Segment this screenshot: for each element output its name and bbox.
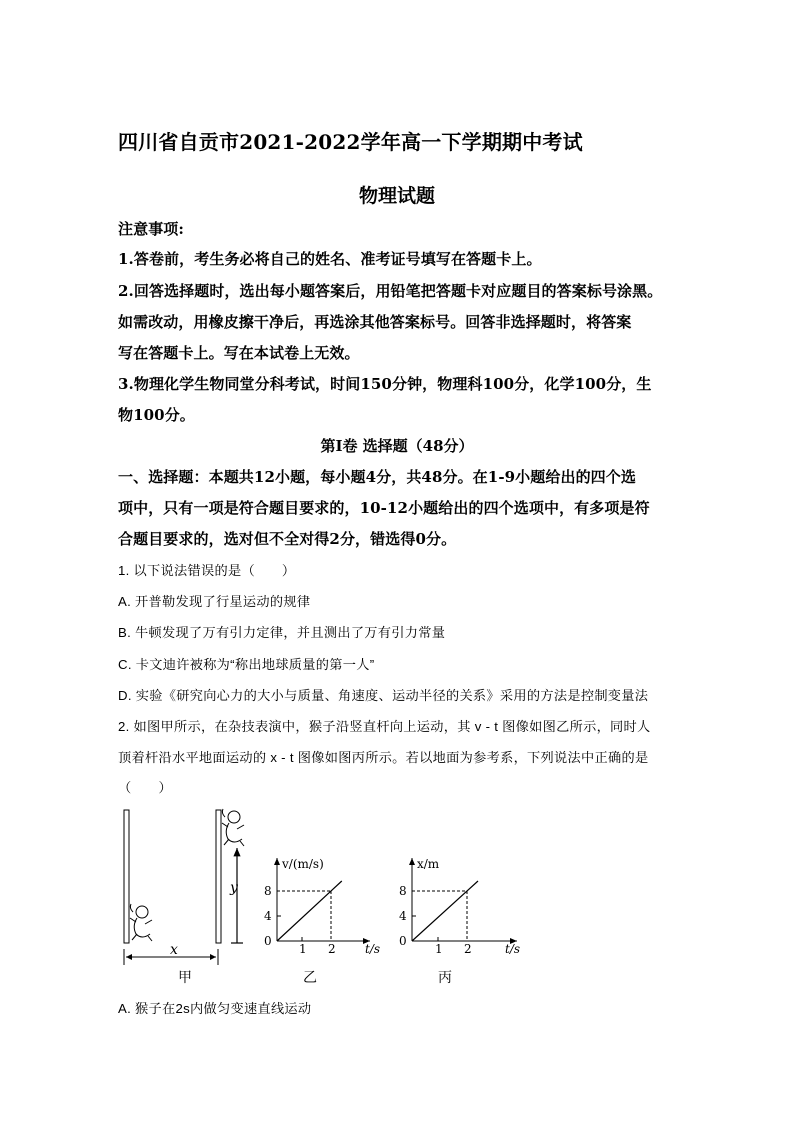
x-tick-label: 1 [299, 942, 307, 956]
y-label: y [230, 880, 238, 896]
y-tick-label: 8 [399, 884, 407, 898]
monkey-icon [222, 809, 244, 846]
figure-bing [399, 857, 520, 986]
x-tick-label: 1 [435, 942, 443, 956]
pole-left [124, 810, 129, 943]
x-label: x [170, 942, 178, 958]
question-1-stem: 1. 以下说法错误的是（ ） [118, 563, 296, 578]
section-heading: 第I卷 选择题（48分） [320, 437, 474, 455]
question-1-option-a: A. 开普勒发现了行星运动的规律 [118, 594, 311, 609]
figure-jia [124, 809, 244, 986]
question-2-stem: 顶着杆沿水平地面运动的 x - t 图像如图丙所示。若以地面为参考系，下列说法中正确的是 [118, 750, 649, 765]
caption-jia: 甲 [178, 970, 192, 986]
y-axis-label: x/m [417, 857, 440, 871]
section-instruction: 项中，只有一项是符合题目要求的，10-12小题给出的四个选项中，有多项是符 [118, 499, 650, 517]
question-2-option-a: A. 猴子在2s内做匀变速直线运动 [118, 1001, 312, 1016]
question-1-option-d: D. 实验《研究向心力的大小与质量、角速度、运动半径的关系》采用的方法是控制变量法 [118, 688, 649, 703]
question-2-stem: （ ） [118, 780, 172, 795]
section-instruction: 一、选择题：本题共12小题，每小题4分，共48分。在1-9小题给出的四个选 [118, 468, 636, 486]
x-axis-label: t/s [365, 942, 381, 956]
notice-line: 2.回答选择题时，选出每小题答案后，用铅笔把答题卡对应题目的答案标号涂黑。 [118, 282, 663, 300]
x-dim-arrow [126, 954, 132, 960]
question-1-option-b: B. 牛顿发现了万有引力定律，并且测出了万有引力常量 [118, 625, 446, 640]
subject-title: 物理试题 [358, 185, 435, 207]
notice-line: 如需改动，用橡皮擦干净后，再选涂其他答案标号。回答非选择题时，将答案 [118, 313, 632, 331]
y-tick-label: 8 [264, 884, 272, 898]
question-2-stem: 2. 如图甲所示，在杂技表演中，猴子沿竖直杆向上运动，其 v - t 图像如图乙所示，同时人 [118, 719, 651, 734]
y-axis-label: v/(m/s) [282, 857, 324, 871]
y-tick-label: 0 [399, 934, 407, 948]
notice-line: 3.物理化学生物同堂分科考试，时间150分钟，物理科100分，化学100分，生 [118, 375, 652, 393]
notice-line: 1.答卷前，考生务必将自己的姓名、准考证号填写在答题卡上。 [118, 250, 542, 268]
series-line-v [277, 881, 342, 941]
exam-title: 四川省自贡市2021-2022学年高一下学期期中考试 [118, 130, 583, 154]
pole-right [216, 810, 221, 943]
y-tick-label: 4 [264, 909, 272, 923]
notice-line: 写在答题卡上。写在本试卷上无效。 [118, 344, 360, 362]
section-instruction: 合题目要求的，选对但不全对得2分，错选得0分。 [118, 530, 457, 548]
series-line-x [412, 881, 478, 941]
y-tick-label: 4 [399, 909, 407, 923]
x-axis-label: t/s [505, 942, 521, 956]
question-2-figure [112, 800, 532, 1000]
notice-line: 物100分。 [118, 406, 195, 424]
x-tick-label: 2 [328, 942, 336, 956]
caption-bing: 丙 [438, 970, 452, 986]
caption-yi: 乙 [303, 970, 317, 986]
x-tick-label: 2 [464, 942, 472, 956]
y-tick-label: 0 [264, 934, 272, 948]
monkey-icon [130, 904, 152, 941]
notice-heading: 注意事项: [118, 220, 185, 238]
question-1-option-c: C. 卡文迪许被称为“称出地球质量的第一人” [118, 657, 375, 672]
x-dim-arrow [210, 954, 216, 960]
figure-svg [112, 800, 532, 1000]
figure-yi [264, 857, 380, 986]
